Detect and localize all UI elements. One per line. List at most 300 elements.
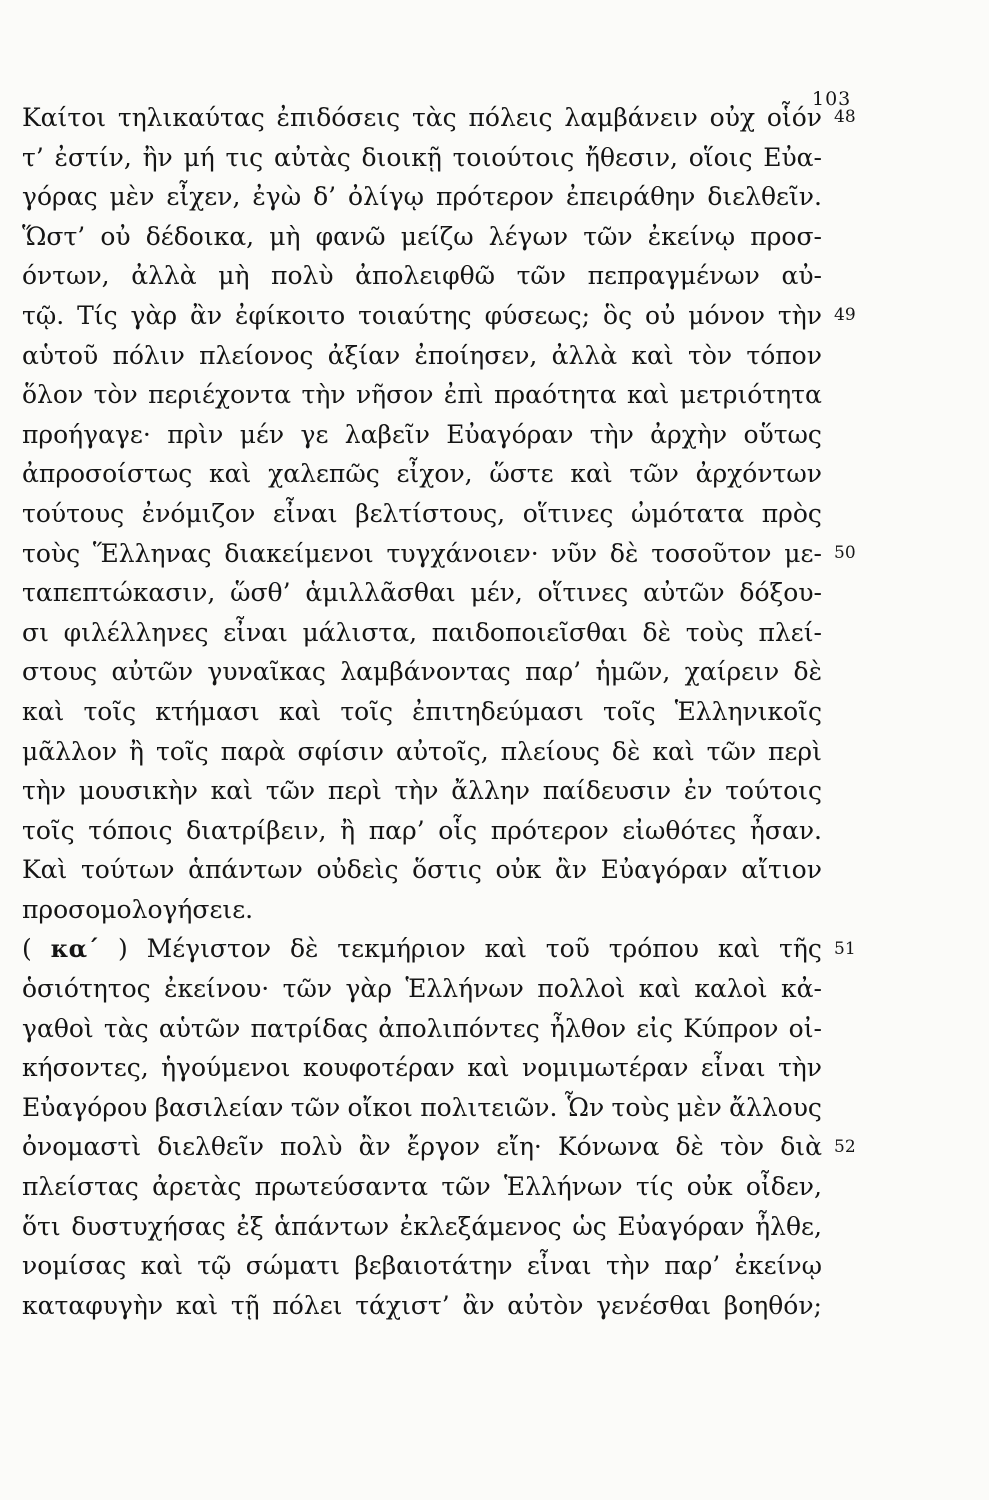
word: πόλει: [272, 1290, 343, 1320]
word: ἐγὼ: [252, 182, 302, 212]
word: ἂν: [358, 1132, 391, 1162]
word: πολιτειῶν.: [420, 1092, 558, 1122]
word: παρ’: [368, 815, 425, 845]
word: οὐ: [645, 300, 676, 330]
text-line: [22, 771, 822, 811]
word: οἶδεν,: [745, 1172, 822, 1202]
word: Καίτοι: [22, 103, 107, 132]
word: τῶν: [516, 261, 566, 291]
text-line: [22, 1048, 822, 1088]
word: κἀ-: [781, 974, 822, 1004]
word: εἴη·: [496, 1132, 542, 1162]
word: εἶναι: [700, 1053, 766, 1083]
word: ἦλθε,: [755, 1211, 822, 1241]
word: νῆσον: [355, 380, 434, 410]
text-line: [22, 375, 822, 415]
word: λαμβάνειν: [564, 103, 698, 132]
word: Μέγιστον: [146, 934, 272, 964]
word: ὀλίγῳ: [348, 182, 425, 212]
word: δὲ: [675, 1132, 704, 1162]
word: ἀρχόντων: [695, 459, 822, 489]
word: δὲ: [611, 736, 641, 766]
word: γενέσθαι: [596, 1290, 712, 1320]
word: πρὶν: [167, 419, 224, 449]
text-line: [22, 652, 822, 692]
word: οὐχ: [709, 103, 756, 132]
word: ἐπειράθην: [565, 182, 696, 212]
word: μὴ: [218, 261, 250, 291]
word: Ὥστ’: [22, 221, 86, 251]
word: ἐποίησεν,: [414, 340, 538, 370]
section-number: 50: [834, 542, 856, 563]
text-line: [22, 573, 822, 613]
word: τ’: [22, 142, 44, 172]
word: γαθοὶ: [22, 1013, 94, 1043]
word: τὰς: [411, 103, 457, 132]
greek-text-body: [22, 98, 822, 1325]
word: μόνον: [688, 300, 765, 330]
word: διὰ: [780, 1132, 822, 1162]
word: περὶ: [327, 776, 382, 806]
word: αὐτὸν: [507, 1290, 584, 1320]
word: καὶ: [140, 1251, 183, 1281]
word: Κόνωνα: [557, 1132, 660, 1162]
word: Εὐαγόραν: [617, 1211, 745, 1241]
word: τὴν: [589, 419, 634, 449]
word: παρ’: [525, 657, 582, 687]
word: διακείμενοι: [224, 538, 374, 568]
word: πεπραγμένων: [587, 261, 760, 291]
word: τοὺς: [22, 538, 81, 568]
word: καὶ: [467, 1053, 510, 1083]
text-line: [22, 1207, 822, 1247]
page-number: 103: [812, 88, 852, 110]
word: μὴ: [269, 221, 301, 251]
text-line: [22, 1286, 822, 1326]
word: παίδευσιν: [542, 776, 672, 806]
word: ὅστις: [412, 855, 482, 885]
word: ὠμότατα: [631, 498, 745, 528]
word: ἄλλους: [729, 1092, 822, 1122]
word: πολλοὶ: [537, 974, 626, 1004]
word: πλεί-: [758, 617, 822, 647]
word: ἀρχὴν: [650, 419, 728, 449]
word: μέν,: [470, 578, 523, 608]
text-line: [22, 534, 822, 574]
word: ἐστίν,: [54, 142, 132, 172]
word: τεκμήριον: [337, 934, 466, 964]
section-number: 48: [834, 107, 856, 127]
word: γὰρ: [345, 974, 392, 1004]
text-line: [22, 811, 822, 851]
word: λαμβάνοντας: [340, 657, 511, 687]
word: τὸν: [720, 1132, 765, 1162]
word: Ἑλλήνων: [405, 974, 524, 1004]
word: τρόπου: [608, 934, 699, 964]
word: ἐκείνῳ: [734, 1251, 822, 1281]
text-line: [22, 138, 822, 178]
word: Ἑλλήνων: [504, 1172, 623, 1202]
word: αὐτοῖς,: [395, 736, 489, 766]
word: κουφοτέραν: [302, 1053, 455, 1083]
word: καὶ: [278, 696, 322, 726]
word: ἐπιτηδεύμασι: [412, 696, 584, 726]
text-line: [22, 494, 822, 534]
text-line: [22, 336, 822, 376]
word: τὸν: [93, 380, 138, 410]
section-number: 52: [834, 1136, 856, 1157]
word: τούτων: [80, 855, 175, 885]
section-number: 49: [834, 305, 856, 325]
word: διελθεῖν: [157, 1132, 264, 1162]
word: οἷς: [438, 815, 478, 845]
word: αὐτῶν: [111, 657, 194, 687]
word: τόποις: [88, 815, 173, 845]
word: ἐκλεξάμενος: [399, 1211, 562, 1241]
word: αὑτοῦ: [22, 340, 99, 370]
word: Ἕλληνας: [92, 538, 212, 568]
word: τὴν: [777, 300, 822, 330]
word: μάλιστα,: [302, 617, 418, 647]
text-line: [22, 177, 822, 217]
word: Καὶ: [22, 855, 68, 885]
word: τάχιστ’: [355, 1290, 450, 1320]
word: πρὸς: [761, 498, 822, 528]
word: ἀρετὰς: [152, 1172, 242, 1202]
word: εἶναι: [223, 617, 288, 647]
word: ἐνόμιζον: [141, 498, 256, 528]
text-line: [22, 217, 822, 257]
word: περὶ: [768, 736, 822, 766]
word: ἁπάντων: [188, 855, 303, 885]
word: χαίρειν: [684, 657, 780, 687]
word: τὴν: [301, 380, 346, 410]
word: πρωτεύσαντα: [254, 1172, 429, 1202]
word: ἐπιδόσεις: [276, 103, 401, 132]
text-line: [22, 1127, 822, 1167]
word: ἀλλὰ: [551, 340, 618, 370]
word: οὐ: [100, 221, 131, 251]
word: Εὐαγόραν: [600, 855, 728, 885]
word: τῆς: [779, 934, 822, 964]
word: καὶ: [22, 696, 65, 726]
word: μὲν: [109, 182, 155, 212]
text-line: [22, 256, 822, 296]
word: οἵτινες: [537, 578, 629, 608]
word: ἢν: [142, 142, 173, 172]
word: τηλικαύτας: [117, 103, 265, 132]
word: γε: [300, 419, 329, 449]
word: ὅτι: [22, 1211, 61, 1241]
word: διελθεῖν.: [707, 182, 822, 212]
word: κτήμασι: [155, 696, 260, 726]
word: ): [117, 934, 128, 964]
word: ἂν: [462, 1290, 495, 1320]
word: σώματι: [245, 1251, 340, 1281]
word: τοιαύτης: [358, 300, 472, 330]
word: τὴν: [394, 776, 439, 806]
word: πρότερον: [490, 815, 609, 845]
text-line: [22, 1246, 822, 1286]
word: τῶν: [441, 1172, 491, 1202]
word: εἶναι: [272, 498, 338, 528]
word: πλείστας: [22, 1172, 139, 1202]
word: τόπον: [746, 340, 822, 370]
word: ἡγούμενοι: [161, 1053, 291, 1083]
word: γυναῖκας: [207, 657, 326, 687]
word: μᾶλλον: [22, 736, 118, 766]
text-line: [22, 1167, 822, 1207]
text-line: [22, 415, 822, 455]
word: καὶ: [717, 934, 761, 964]
word: καὶ: [638, 974, 681, 1004]
word: τοῖς: [83, 696, 137, 726]
word: καὶ: [631, 340, 674, 370]
word: τῶν: [282, 974, 333, 1004]
chapter-marker: κα´: [50, 934, 100, 964]
word: παιδοποιεῖσθαι: [431, 617, 628, 647]
word: παρ’: [664, 1251, 721, 1281]
word: ὀνομαστὶ: [22, 1132, 142, 1162]
word: δ’: [313, 182, 337, 212]
word: ἂν: [190, 300, 223, 330]
word: τις: [225, 142, 264, 172]
word: τῷ.: [22, 300, 65, 330]
word: ἀξίαν: [327, 340, 401, 370]
word: οἴκοι: [347, 1092, 413, 1122]
word: τοῦ: [545, 934, 590, 964]
word: δόξου-: [739, 578, 822, 608]
word: τοῖς: [156, 736, 209, 766]
word: μείζω: [400, 221, 474, 251]
word: εἰωθότες: [622, 815, 737, 845]
word: νομιμωτέραν: [522, 1053, 689, 1083]
word: εἰς: [636, 1013, 674, 1043]
word: ἤθεσιν,: [584, 142, 678, 172]
word: τῶν: [290, 1092, 341, 1122]
word: καὶ: [484, 934, 527, 964]
word: τοσοῦτον: [651, 538, 772, 568]
word: ἄλλην: [451, 776, 530, 806]
text-line: [22, 969, 822, 1009]
word: ὅλον: [22, 380, 84, 410]
word: Εὐαγόρου: [22, 1092, 148, 1122]
word: πολὺ: [279, 1132, 343, 1162]
word: ἐφίκοιτο: [235, 300, 346, 330]
word: νομίσας: [22, 1251, 127, 1281]
word: καλοὶ: [694, 974, 768, 1004]
word: τὴν: [605, 1251, 650, 1281]
word: καὶ: [209, 459, 252, 489]
word: διοικῇ: [361, 142, 442, 172]
word: βεβαιοτάτην: [354, 1251, 513, 1281]
word: οὐκ: [686, 1172, 733, 1202]
word: ἢ: [340, 815, 356, 845]
word: βελτίστους,: [355, 498, 506, 528]
word: τὰς: [103, 1013, 149, 1043]
word: τῇ: [230, 1290, 260, 1320]
word: φύσεως;: [484, 300, 591, 330]
word: τὸν: [687, 340, 733, 370]
word: τυγχάνοιεν·: [386, 538, 539, 568]
text-line: [22, 890, 822, 930]
word: ἐκείνῳ: [647, 221, 736, 251]
section-number: 51: [834, 938, 856, 959]
word: σφίσιν: [297, 736, 384, 766]
text-line: [22, 850, 822, 890]
word: ὡς: [572, 1211, 607, 1241]
word: δὲ: [642, 617, 671, 647]
word: τοῖς: [22, 815, 75, 845]
word: Κύπρον: [683, 1013, 779, 1043]
word: ἐκείνου·: [164, 974, 270, 1004]
word: Εὐαγόραν: [446, 419, 574, 449]
word: τῶν: [265, 776, 316, 806]
text-line: [22, 613, 822, 653]
word: εἶναι: [526, 1251, 592, 1281]
word: Εὐα-: [763, 142, 822, 172]
word: τούτοις: [725, 776, 822, 806]
word: ὥστε: [489, 459, 554, 489]
word: (: [22, 934, 32, 964]
word: καταφυγὴν: [22, 1290, 164, 1320]
word: πλείους: [500, 736, 600, 766]
word: Τίς: [77, 300, 118, 330]
word: κήσοντες,: [22, 1053, 149, 1083]
word: εἶχον,: [396, 459, 473, 489]
word: τοὺς: [611, 1092, 670, 1122]
word: ὁσιότητος: [22, 974, 151, 1004]
word: οὐδεὶς: [316, 855, 399, 885]
word: πολὺ: [271, 261, 334, 291]
text-line: [22, 1088, 822, 1128]
text-line: [22, 98, 822, 138]
word: με-: [784, 538, 822, 568]
word: δὲ: [793, 657, 822, 687]
word: αὐτὰς: [273, 142, 351, 172]
word: τῷ: [197, 1251, 232, 1281]
word: τούτους: [22, 498, 125, 528]
word: τίς: [635, 1172, 674, 1202]
word: ταπεπτώκασιν,: [22, 578, 216, 608]
word: δὲ: [609, 538, 639, 568]
word: ἀπροσοίστως: [22, 459, 193, 489]
word: οἵοις: [688, 142, 753, 172]
word: ὥσθ’: [230, 578, 291, 608]
word: πρότερον: [436, 182, 554, 212]
word: καὶ: [175, 1290, 219, 1320]
word: καὶ: [570, 459, 613, 489]
text-line: [22, 1009, 822, 1049]
text-line: [22, 692, 822, 732]
word: ἦσαν.: [749, 815, 822, 845]
word: πόλιν: [112, 340, 185, 370]
text-line: [22, 929, 822, 969]
word: λέγων: [488, 221, 569, 251]
word: ἐπὶ: [443, 380, 484, 410]
word: καὶ: [652, 736, 695, 766]
word: αὐ-: [781, 261, 822, 291]
word: διατρίβειν,: [186, 815, 327, 845]
text-line: [22, 454, 822, 494]
word: βασιλείαν: [154, 1092, 284, 1122]
word: τοιούτοις: [452, 142, 575, 172]
word: γὰρ: [130, 300, 178, 330]
text-line: [22, 732, 822, 772]
word: νῦν: [551, 538, 598, 568]
word: λαβεῖν: [344, 419, 430, 449]
word: καὶ: [627, 380, 670, 410]
word: ἐν: [683, 776, 713, 806]
word: πόλεις: [468, 103, 553, 132]
word: μετριότητα: [679, 380, 822, 410]
word: πραότητα: [494, 380, 617, 410]
word: χαλεπῶς: [268, 459, 380, 489]
word: ἀπολειφθῶ: [355, 261, 496, 291]
word: Ὧν: [564, 1092, 605, 1122]
word: προσομολογήσειε.: [22, 894, 254, 924]
word: ἔργον: [406, 1132, 481, 1162]
word: ἀπολιπόντες: [378, 1013, 540, 1043]
word: Ἑλληνικοῖς: [674, 696, 822, 726]
word: οὕτως: [743, 419, 822, 449]
word: δὲ: [289, 934, 319, 964]
word: μουσικὴν: [78, 776, 198, 806]
word: εἶχεν,: [166, 182, 241, 212]
word: αὑτῶν: [158, 1013, 241, 1043]
word: ἦλθον: [549, 1013, 627, 1043]
word: τῶν: [583, 221, 633, 251]
word: πλείονος: [199, 340, 314, 370]
word: οἷόν: [766, 103, 822, 132]
word: ὃς: [603, 300, 633, 330]
word: γόρας: [22, 182, 98, 212]
word: προήγαγε·: [22, 419, 151, 449]
word: μή: [183, 142, 215, 172]
word: ἐξ: [236, 1211, 264, 1241]
word: φανῶ: [315, 221, 386, 251]
word: τὴν: [777, 1053, 822, 1083]
word: ἀλλὰ: [131, 261, 197, 291]
word: τῶν: [629, 459, 679, 489]
word: τῶν: [706, 736, 757, 766]
word: τοῖς: [340, 696, 393, 726]
word: μέν: [239, 419, 285, 449]
word: στους: [22, 657, 98, 687]
word: μὲν: [676, 1092, 722, 1122]
word: οἵτινες: [522, 498, 614, 528]
word: δυστυχήσας: [71, 1211, 226, 1241]
word: προσ-: [750, 221, 822, 251]
word: οἰ-: [788, 1013, 822, 1043]
word: δέδοικα,: [145, 221, 255, 251]
word: όντων,: [22, 261, 110, 291]
word: βοηθόν;: [723, 1290, 822, 1320]
word: ἁπάντων: [274, 1211, 390, 1241]
word: αἴτιον: [741, 855, 822, 885]
word: τὴν: [22, 776, 67, 806]
word: τοῖς: [602, 696, 656, 726]
word: καὶ: [210, 776, 253, 806]
word: ἂν: [554, 855, 588, 885]
word: αὐτῶν: [643, 578, 725, 608]
word: τοὺς: [685, 617, 744, 647]
word: ἢ: [129, 736, 145, 766]
word: σι: [22, 617, 49, 647]
word: φιλέλληνες: [63, 617, 209, 647]
text-line: [22, 296, 822, 336]
word: πατρίδας: [250, 1013, 369, 1043]
